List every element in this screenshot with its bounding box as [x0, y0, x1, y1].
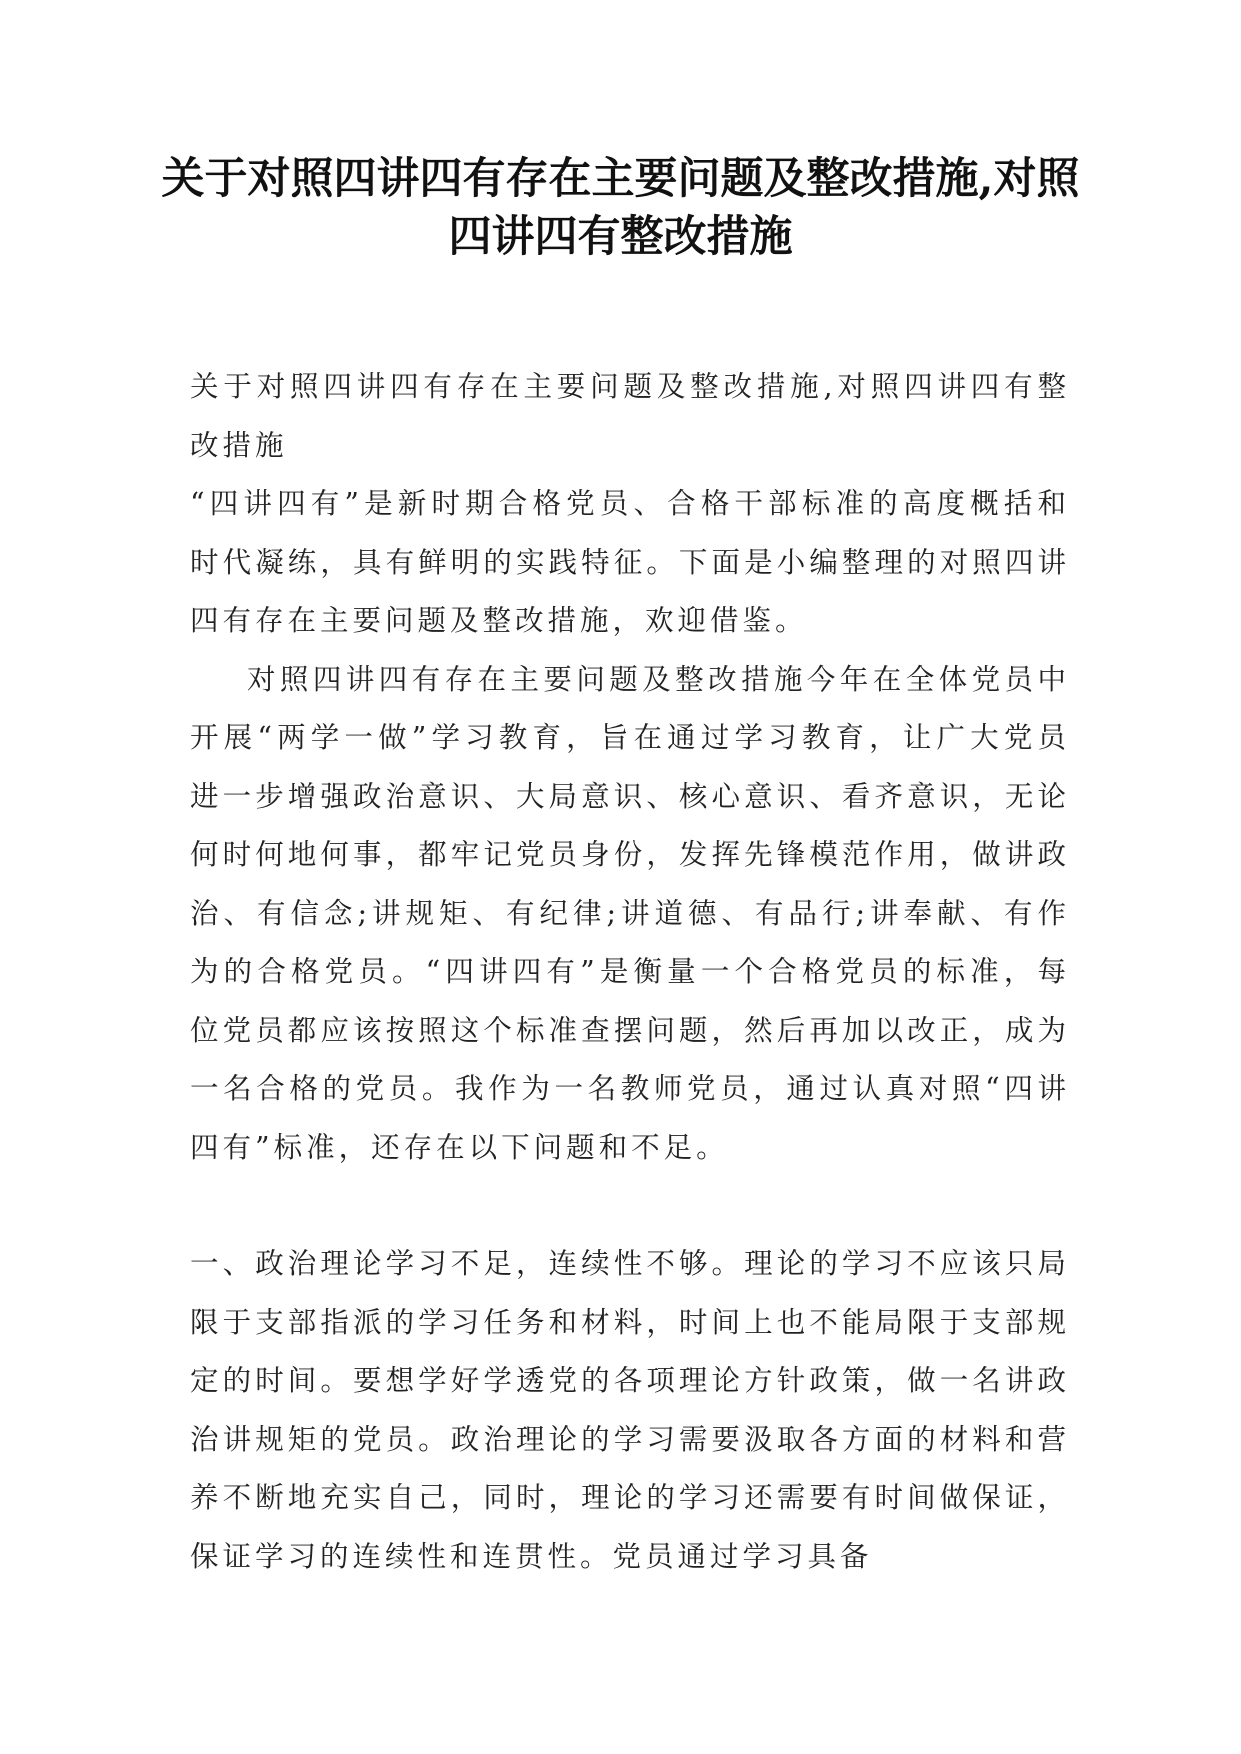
- body-paragraph-main: 对照四讲四有存在主要问题及整改措施今年在全体党员中开展“两学一做”学习教育，旨在通过学习教育，让广大党员进一步增强政治意识、大局意识、核心意识、看齐意识，无论何时何地何事，都牢记党员身份，发挥先锋模范作用，做讲政治、有信念;讲规矩、有纪律;讲道德、有品行;讲奉献、有作为的合格党员。“四讲四有”是衡量一个合格党员的标准，每位党员都应该按照这个标准查摆问题，然后再加以改正，成为一名合格的党员。我作为一名教师党员，通过认真对照“四讲四有”标准，还存在以下问题和不足。: [190, 662, 1070, 1164]
- document-title: 关于对照四讲四有存在主要问题及整改措施,对照四讲四有整改措施: [161, 154, 1080, 262]
- document-body: [190, 358, 1070, 1586]
- body-paragraph-section-1: 一、政治理论学习不足，连续性不够。理论的学习不应该只局限于支部指派的学习任务和材料，时间上也不能局限于支部规定的时间。要想学好学透党的各项理论方针政策，做一名讲政治讲规矩的党员。政治理论的学习需要汲取各方面的材料和营养不断地充实自己，同时，理论的学习还需要有时间做保证，保证学习的连续性和连贯性。党员通过学习具备: [190, 1247, 1070, 1573]
- body-paragraph-intro: “四讲四有”是新时期合格党员、合格干部标准的高度概括和时代凝练，具有鲜明的实践特征。下面是小编整理的对照四讲四有存在主要问题及整改措施，欢迎借鉴。: [190, 487, 1070, 637]
- body-paragraph-heading-repeat: 关于对照四讲四有存在主要问题及整改措施,对照四讲四有整改措施: [190, 370, 1070, 462]
